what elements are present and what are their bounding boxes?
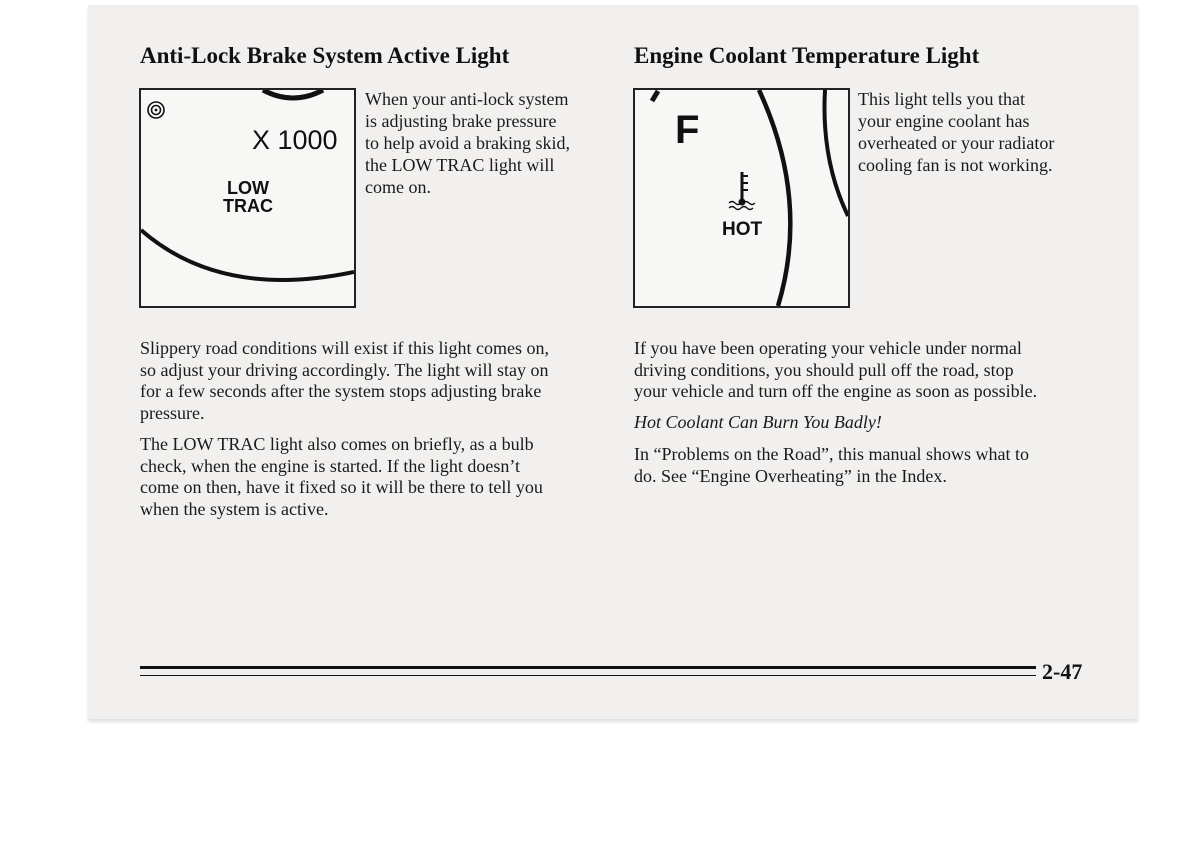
coolant-temperature-icon xyxy=(729,172,755,210)
text-line: Slippery road conditions will exist if this light comes on, xyxy=(140,338,549,358)
coolant-paragraph-1 xyxy=(634,338,1037,403)
abs-paragraph-2 xyxy=(140,434,543,520)
text-line: If you have been operating your vehicle under normal xyxy=(634,338,1022,358)
text-line: driving conditions, you should pull off the road, stop xyxy=(634,359,1014,380)
text-line: The LOW TRAC light also comes on briefly, as a bulb xyxy=(140,434,534,454)
text-line: This light tells you that xyxy=(858,89,1025,109)
tachometer-scale-label: X 1000 xyxy=(252,125,338,155)
temperature-gauge-drawing xyxy=(635,90,848,306)
text-line: do. See “Engine Overheating” in the Index. xyxy=(634,465,947,486)
text-line: overheated or your radiator xyxy=(858,133,1055,153)
text-line: to help avoid a braking skid, xyxy=(365,133,570,153)
abs-paragraph-1 xyxy=(140,338,549,424)
low-trac-line1: LOW xyxy=(227,178,269,198)
abs-light-illustration xyxy=(139,88,356,308)
text-line: your engine coolant has xyxy=(858,111,1030,131)
target-icon xyxy=(148,102,164,118)
text-line: In “Problems on the Road”, this manual shows what to xyxy=(634,444,1029,464)
abs-side-text xyxy=(365,88,570,198)
gauge-full-letter: F xyxy=(675,108,700,152)
text-line: come on. xyxy=(365,177,431,197)
coolant-light-illustration xyxy=(633,88,850,308)
footer-rule-thick xyxy=(140,666,1036,669)
hot-label: HOT xyxy=(722,219,763,240)
text-line: for a few seconds after the system stops adjusting brake xyxy=(140,381,542,401)
coolant-side-text xyxy=(858,88,1054,176)
coolant-paragraph-2 xyxy=(634,444,1029,487)
footer-rule-thin xyxy=(140,675,1036,676)
text-line: your vehicle and turn off the engine as soon as possible. xyxy=(634,381,1038,401)
text-line: pressure. xyxy=(140,402,205,423)
coolant-heading: Engine Coolant Temperature Light xyxy=(634,43,980,68)
text-line: check, when the engine is started. If the light doesn’t xyxy=(140,455,521,476)
text-line: when the system is active. xyxy=(140,498,329,519)
text-line: the LOW TRAC light will xyxy=(365,155,555,175)
coolant-warning: Hot Coolant Can Burn You Badly! xyxy=(634,412,882,432)
text-line: is adjusting brake pressure xyxy=(365,111,557,131)
low-trac-line2: TRAC xyxy=(223,196,273,216)
text-line: cooling fan is not working. xyxy=(858,155,1053,175)
page-number: 2-47 xyxy=(1042,659,1083,684)
abs-heading: Anti-Lock Brake System Active Light xyxy=(140,43,510,68)
text-line: come on then, have it fixed so it will be there to tell you xyxy=(140,477,543,497)
text-line: When your anti-lock system xyxy=(365,89,569,109)
text-line: so adjust your driving accordingly. The light will stay on xyxy=(140,359,549,380)
